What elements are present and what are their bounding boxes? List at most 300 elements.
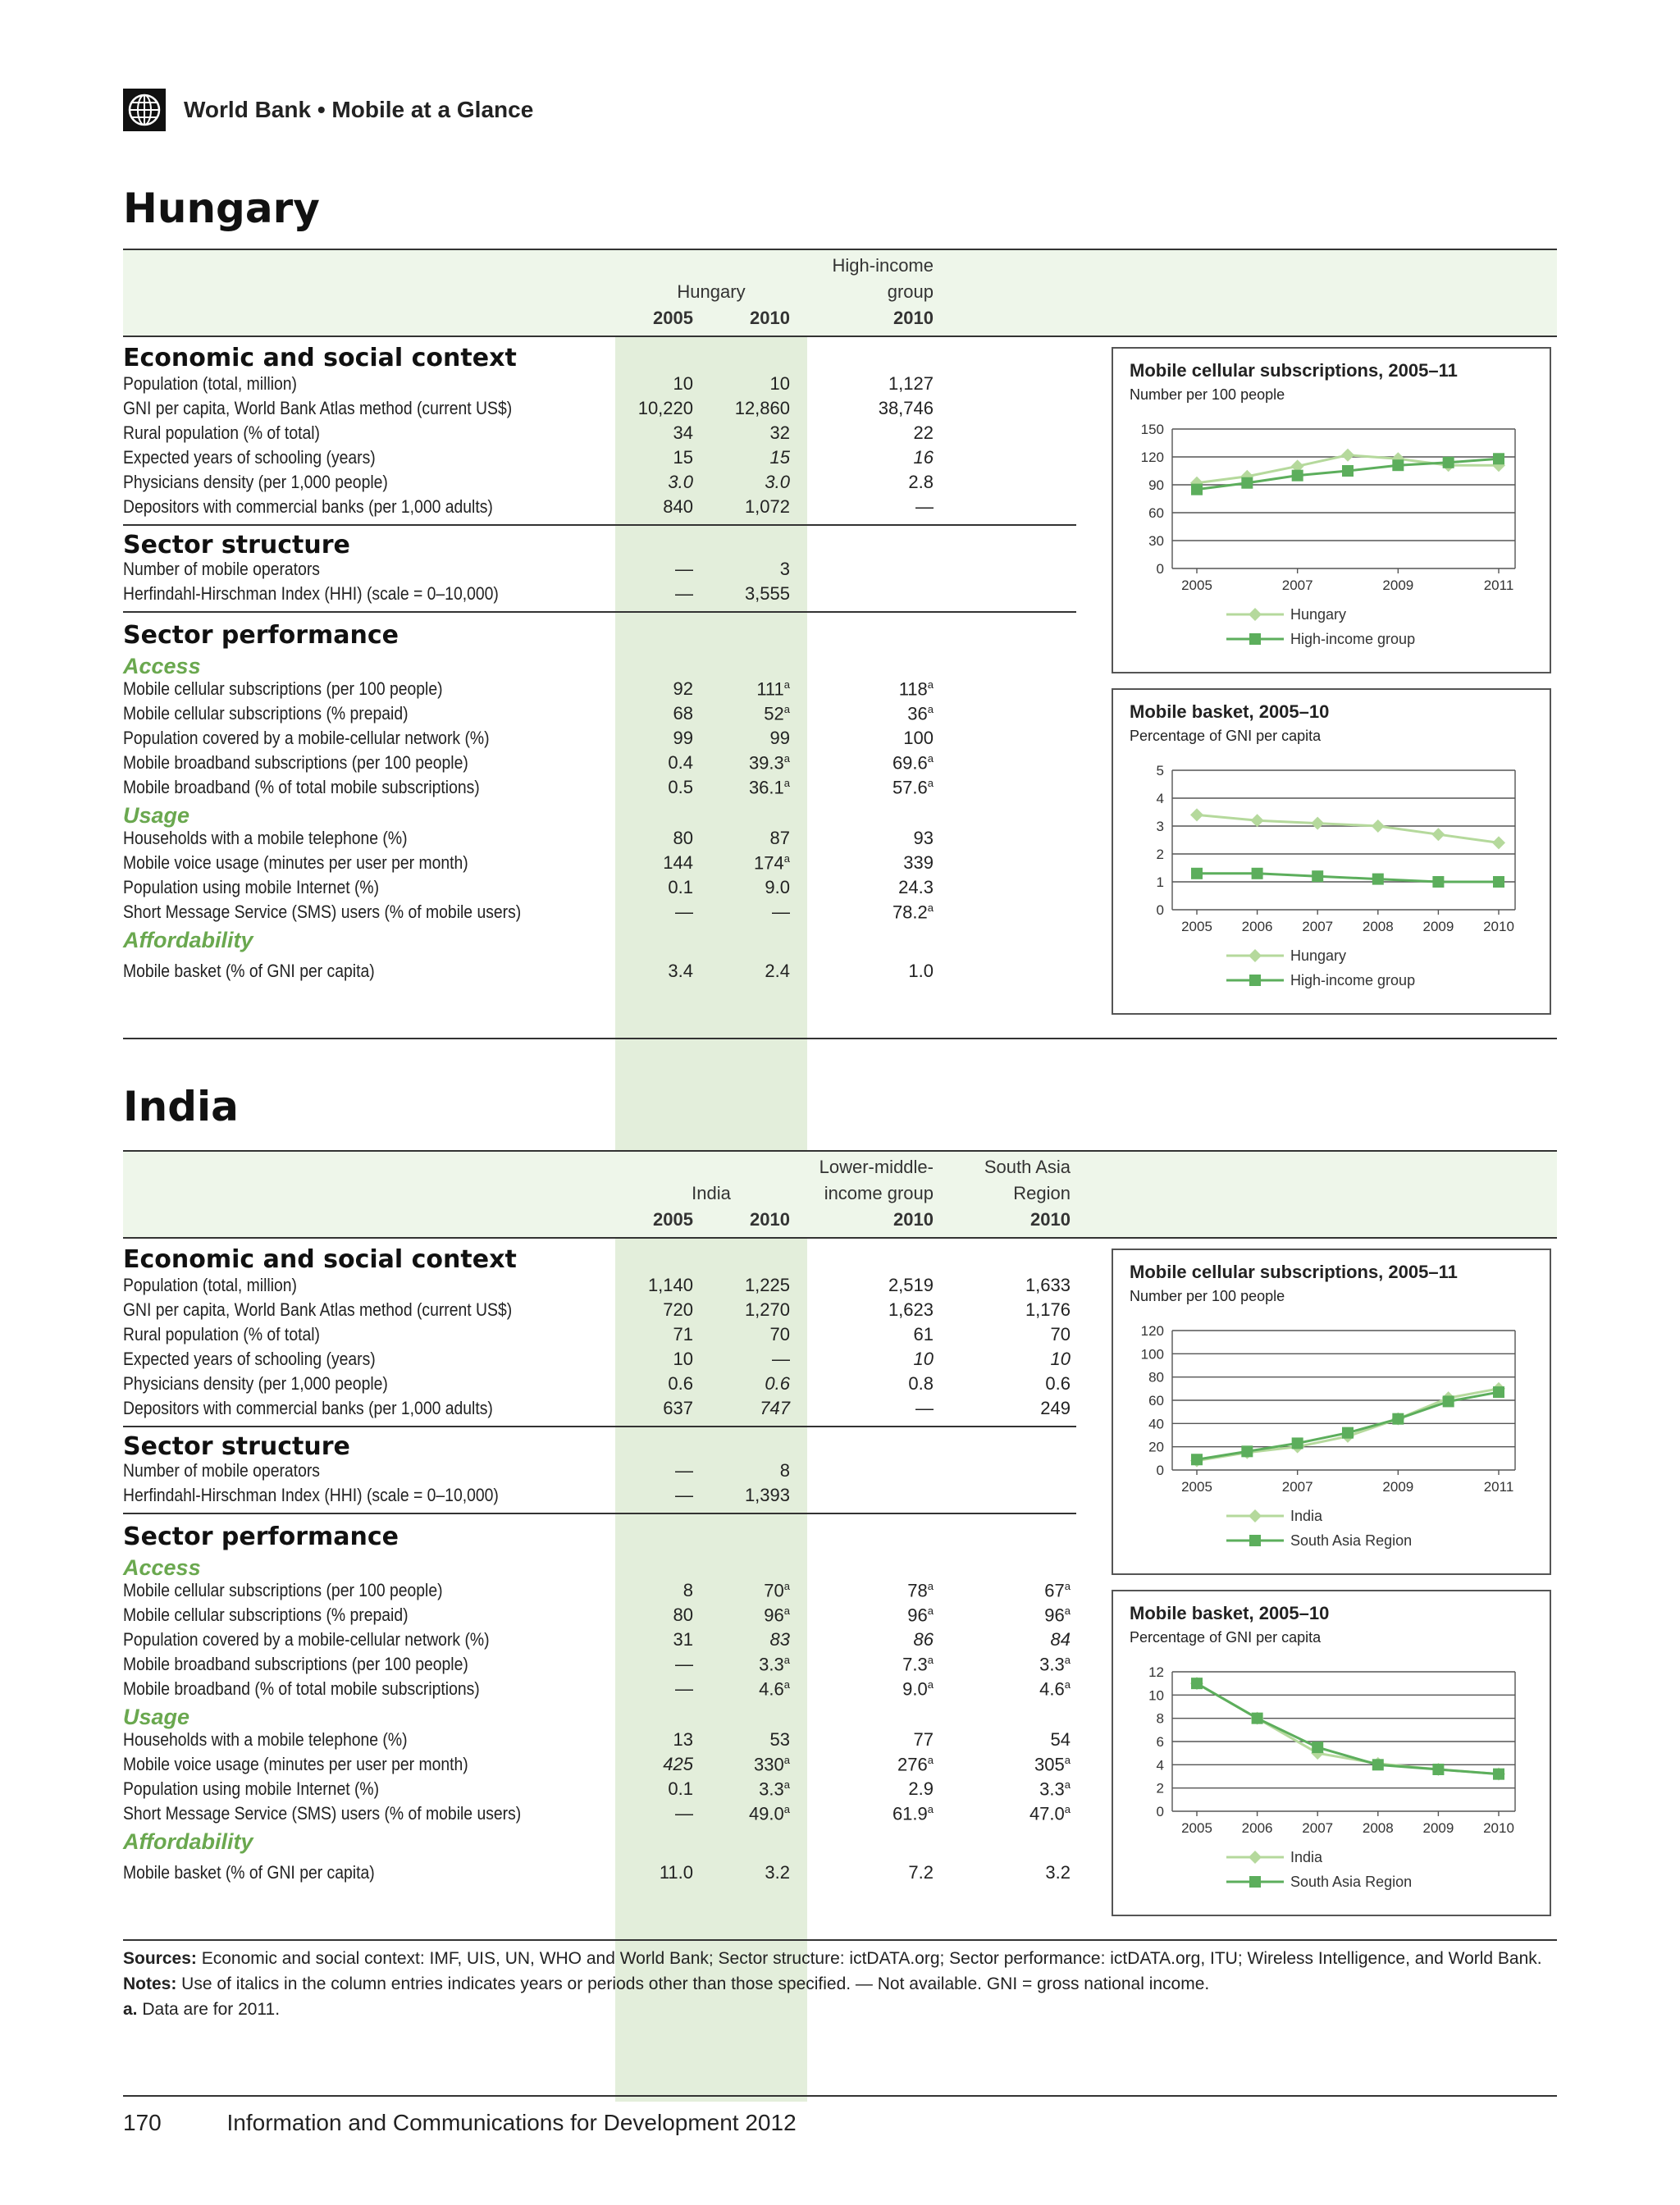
group-performance: Sector performance xyxy=(123,621,399,650)
subscriptions-chart-y-tick-label: 30 xyxy=(1148,533,1164,549)
economic-row-label: Expected years of schooling (years) xyxy=(123,1349,376,1369)
access-row xyxy=(123,1677,1076,1701)
usage-row-value: 3.3$^a$ xyxy=(1039,1778,1071,1800)
footnote-a-marker: a xyxy=(783,702,790,715)
subscriptions-chart-data-point xyxy=(1191,1454,1203,1465)
economic-row xyxy=(123,1322,1076,1347)
usage-row-value: 80 xyxy=(673,828,693,848)
basket-chart-series-line xyxy=(1197,874,1499,882)
structure-row-value: 8 xyxy=(779,1460,790,1481)
basket-chart-plot xyxy=(1113,690,1550,1013)
footnote-a-marker: a xyxy=(1064,1604,1071,1617)
access-row xyxy=(123,1603,1076,1628)
usage-row-value: 330$^a$ xyxy=(754,1753,790,1775)
footnote-a-text: Data are for 2011. xyxy=(137,2000,281,2019)
access-row-value: 31 xyxy=(673,1629,693,1650)
subscriptions-chart-data-point xyxy=(1342,1427,1354,1439)
subscriptions-chart-y-tick-label: 40 xyxy=(1148,1416,1164,1432)
access-row-label: Mobile cellular subscriptions (per 100 people) xyxy=(123,1580,443,1600)
afford-row-value: 3.2 xyxy=(1045,1862,1071,1883)
footnote-a-marker: a xyxy=(1064,1653,1071,1666)
basket-chart-x-tick-label: 2005 xyxy=(1181,1820,1212,1836)
basket-chart-legend-label: India xyxy=(1290,1849,1323,1865)
usage-row-label: Population using mobile Internet (%) xyxy=(123,1778,380,1799)
usage-row-value: 0.1 xyxy=(668,1778,693,1799)
header-group2: South Asia xyxy=(984,1157,1071,1177)
basket-chart-x-tick-label: 2009 xyxy=(1422,1820,1454,1836)
basket-chart-subtitle: Percentage of GNI per capita xyxy=(1130,1629,1322,1646)
afford-row-label: Mobile basket (% of GNI per capita) xyxy=(123,1862,375,1883)
access-row-value: 39.3$^a$ xyxy=(748,751,790,774)
group-structure: Sector structure xyxy=(123,1432,350,1461)
country-section xyxy=(123,1150,1557,1938)
header-group1-year: 2010 xyxy=(893,1209,934,1230)
group-economic: Economic and social context xyxy=(123,344,517,372)
page-footer xyxy=(123,2095,1557,2136)
access-row-value: 0.4 xyxy=(668,752,693,773)
basket-chart-y-tick-label: 5 xyxy=(1156,763,1164,778)
economic-row xyxy=(123,1347,1076,1372)
usage-row-value: 0.1 xyxy=(668,877,693,897)
usage-row-label: Mobile voice usage (minutes per user per month) xyxy=(123,852,468,873)
economic-row-value: 2.8 xyxy=(908,472,934,492)
access-row-value: 78$^a$ xyxy=(907,1579,934,1601)
notes-label: Notes: xyxy=(123,1974,177,1993)
subscriptions-chart-y-tick-label: 80 xyxy=(1148,1369,1164,1386)
access-row-value: 99 xyxy=(673,728,693,748)
usage-row-value: 276$^a$ xyxy=(897,1753,934,1775)
economic-row-value: 34 xyxy=(673,422,693,443)
subscriptions-chart xyxy=(1112,1249,1551,1575)
section-divider xyxy=(123,611,1076,613)
footnote-a-marker: a xyxy=(783,1802,790,1815)
access-row-value: 52$^a$ xyxy=(764,702,790,724)
access-row-value: 68 xyxy=(673,703,693,724)
usage-row xyxy=(123,1777,1076,1801)
usage-row-value: 77 xyxy=(913,1729,934,1750)
basket-chart-series-line xyxy=(1197,1683,1499,1774)
footnote-a-label: a. xyxy=(123,2000,138,2019)
group-economic: Economic and social context xyxy=(123,1245,517,1274)
economic-row-value: 720 xyxy=(663,1299,693,1320)
economic-row-value: 10 xyxy=(769,373,790,394)
usage-row-value: — xyxy=(772,902,790,922)
header-group1-year: 2010 xyxy=(893,308,934,328)
subscriptions-chart-legend-label: India xyxy=(1290,1508,1323,1524)
economic-row-value: 3.0 xyxy=(668,472,693,492)
subscriptions-chart xyxy=(1112,347,1551,673)
economic-row-value: 15 xyxy=(769,447,790,468)
basket-chart-y-tick-label: 8 xyxy=(1156,1710,1164,1727)
subscriptions-chart-data-point xyxy=(1392,459,1404,471)
basket-chart-x-tick-label: 2006 xyxy=(1241,919,1273,934)
basket-chart-x-tick-label: 2009 xyxy=(1422,919,1454,934)
basket-chart-y-tick-label: 4 xyxy=(1156,1757,1164,1774)
economic-row-value: 637 xyxy=(663,1398,693,1418)
usage-row-value: — xyxy=(675,1803,693,1824)
afford-row-value: 3.2 xyxy=(765,1862,790,1883)
economic-row-label: Physicians density (per 1,000 people) xyxy=(123,472,388,492)
usage-row xyxy=(123,900,1076,924)
usage-row-value: 144 xyxy=(663,852,693,873)
subscriptions-chart-y-tick-label: 20 xyxy=(1148,1439,1164,1455)
footnote-a-marker: a xyxy=(927,1579,934,1592)
subscriptions-chart-title: Mobile cellular subscriptions, 2005–11 xyxy=(1130,360,1458,381)
economic-row-value: 1,633 xyxy=(1025,1275,1071,1295)
economic-row xyxy=(123,396,1076,421)
access-row-label: Mobile cellular subscriptions (% prepaid) xyxy=(123,1605,409,1625)
economic-row-value: — xyxy=(915,1398,934,1418)
access-row-label: Population covered by a mobile-cellular network (%) xyxy=(123,1629,490,1650)
access-row-label: Mobile broadband (% of total mobile subscriptions) xyxy=(123,777,480,797)
table-header xyxy=(123,1150,1557,1239)
header-year-2010: 2010 xyxy=(750,1209,790,1230)
usage-row-value: 13 xyxy=(673,1729,693,1750)
subgroup-access: Access xyxy=(123,1555,201,1580)
sources-text: Economic and social context: IMF, UIS, UN, WHO and World Bank; Sector structure: ictDATA.org; Sector performance: ictDATA.org, ITU; Wireless Intelligence, and World Bank. xyxy=(196,1949,1542,1968)
basket-chart-x-tick-label: 2005 xyxy=(1181,919,1212,934)
access-row-value: 96$^a$ xyxy=(764,1604,790,1626)
usage-row-value: 78.2$^a$ xyxy=(892,901,934,923)
footnote-a-marker: a xyxy=(783,751,790,765)
section-divider xyxy=(123,1426,1076,1427)
access-row xyxy=(123,1578,1076,1603)
economic-row-value: 0.6 xyxy=(765,1373,790,1394)
basket-chart-data-point xyxy=(1372,874,1384,885)
economic-row-label: Population (total, million) xyxy=(123,1275,297,1295)
page-number: 170 xyxy=(123,2110,162,2135)
basket-chart-x-tick-label: 2008 xyxy=(1362,1820,1394,1836)
access-row-value: 9.0$^a$ xyxy=(902,1678,934,1700)
basket-chart xyxy=(1112,1590,1551,1916)
usage-row xyxy=(123,1728,1076,1752)
usage-row-label: Households with a mobile telephone (%) xyxy=(123,1729,408,1750)
basket-chart-y-tick-label: 1 xyxy=(1156,874,1164,890)
footnote-a-marker: a xyxy=(783,678,790,691)
notes-text: Use of italics in the column entries indicates years or periods other than those specified. — Not available. GNI = gross national income. xyxy=(176,1974,1210,1993)
header-group1: High-income xyxy=(832,255,934,276)
usage-row-value: 53 xyxy=(769,1729,790,1750)
subscriptions-chart-data-point xyxy=(1493,453,1504,464)
basket-chart-data-point xyxy=(1252,1713,1263,1724)
basket-chart-legend-marker xyxy=(1249,949,1262,962)
subscriptions-chart-x-tick-label: 2007 xyxy=(1281,1479,1313,1495)
footnote-a-marker: a xyxy=(783,1778,790,1791)
table-header xyxy=(123,249,1557,337)
afford-row-value: 1.0 xyxy=(908,961,934,981)
access-row-value: 3.3$^a$ xyxy=(1039,1653,1071,1675)
usage-row-value: 93 xyxy=(913,828,934,848)
basket-chart-subtitle: Percentage of GNI per capita xyxy=(1130,728,1322,744)
access-row xyxy=(123,775,1076,800)
footnote-a-marker: a xyxy=(927,901,934,914)
subscriptions-chart-subtitle: Number per 100 people xyxy=(1130,1288,1285,1304)
economic-row-value: 10 xyxy=(673,373,693,394)
afford-row-value: 7.2 xyxy=(908,1862,934,1883)
access-row-value: 4.6$^a$ xyxy=(1039,1678,1071,1700)
subscriptions-chart-y-tick-label: 150 xyxy=(1140,422,1164,437)
footnote-a-marker: a xyxy=(927,702,934,715)
economic-row-value: — xyxy=(772,1349,790,1369)
usage-row-value: 87 xyxy=(769,828,790,848)
subscriptions-chart-subtitle: Number per 100 people xyxy=(1130,386,1285,403)
section-bottom-rule xyxy=(123,1939,1557,1941)
usage-row xyxy=(123,1801,1076,1826)
page-header xyxy=(123,89,533,131)
economic-row-label: Depositors with commercial banks (per 1,000 adults) xyxy=(123,1398,493,1418)
footnote-a-marker: a xyxy=(783,1653,790,1666)
header-group1: income group xyxy=(824,1183,934,1203)
usage-row-value: — xyxy=(675,902,693,922)
access-row-label: Mobile cellular subscriptions (per 100 people) xyxy=(123,678,443,699)
basket-chart-series-line xyxy=(1197,1683,1499,1774)
usage-row-value: 2.9 xyxy=(908,1778,934,1799)
access-row-value: — xyxy=(675,1678,693,1699)
access-row-label: Mobile broadband subscriptions (per 100 people) xyxy=(123,752,468,773)
footnote-a-marker: a xyxy=(927,1753,934,1766)
access-row xyxy=(123,1652,1076,1677)
book-title: Information and Communications for Development 2012 xyxy=(226,2110,797,2135)
access-row-value: 36.1$^a$ xyxy=(748,776,790,798)
subscriptions-chart-legend-label: South Asia Region xyxy=(1290,1532,1413,1549)
subgroup-usage: Usage xyxy=(123,803,190,828)
basket-chart-data-point xyxy=(1372,1759,1384,1770)
economic-row xyxy=(123,421,1076,445)
basket-chart-legend-label: South Asia Region xyxy=(1290,1874,1413,1890)
economic-row-label: Rural population (% of total) xyxy=(123,1324,320,1344)
economic-row-value: 10 xyxy=(673,1349,693,1369)
access-row-value: 69.6$^a$ xyxy=(892,751,934,774)
header-group1: Lower-middle- xyxy=(819,1157,934,1177)
economic-row-label: Population (total, million) xyxy=(123,373,297,394)
footnote-a-marker: a xyxy=(1064,1579,1071,1592)
subscriptions-chart-legend-marker xyxy=(1249,1535,1261,1546)
subscriptions-chart-data-point xyxy=(1191,484,1203,495)
subscriptions-chart-y-tick-label: 0 xyxy=(1156,561,1164,577)
afford-row xyxy=(123,959,1076,984)
header-country: India xyxy=(692,1183,731,1203)
basket-chart-x-tick-label: 2010 xyxy=(1483,919,1514,934)
access-row-value: 84 xyxy=(1050,1629,1071,1650)
country-section xyxy=(123,249,1557,1036)
subscriptions-chart-x-tick-label: 2011 xyxy=(1483,578,1514,593)
basket-chart-x-tick-label: 2006 xyxy=(1241,1820,1273,1836)
basket-chart-data-point xyxy=(1252,868,1263,879)
access-row-value: 0.5 xyxy=(668,777,693,797)
access-row-value: 99 xyxy=(769,728,790,748)
basket-chart-data-point xyxy=(1311,817,1324,830)
subscriptions-chart-y-tick-label: 60 xyxy=(1148,1393,1164,1408)
section-bottom-rule xyxy=(123,1038,1557,1039)
economic-row-value: 1,225 xyxy=(744,1275,790,1295)
usage-row-label: Short Message Service (SMS) users (% of mobile users) xyxy=(123,902,522,922)
structure-row-label: Number of mobile operators xyxy=(123,1460,320,1481)
footnote-a-marker: a xyxy=(783,1678,790,1691)
subscriptions-chart-title: Mobile cellular subscriptions, 2005–11 xyxy=(1130,1262,1458,1282)
usage-row-label: Mobile voice usage (minutes per user per month) xyxy=(123,1754,468,1774)
subscriptions-chart-data-point xyxy=(1341,449,1354,462)
basket-chart-data-point xyxy=(1492,836,1505,849)
economic-row-value: 0.8 xyxy=(908,1373,934,1394)
basket-chart-x-tick-label: 2008 xyxy=(1362,919,1394,934)
basket-chart-legend-label: High-income group xyxy=(1290,972,1416,988)
usage-row-label: Population using mobile Internet (%) xyxy=(123,877,380,897)
subscriptions-chart-x-tick-label: 2005 xyxy=(1181,1479,1212,1495)
structure-row xyxy=(123,1459,1076,1483)
basket-chart-data-point xyxy=(1372,819,1385,833)
footnote-a-marker: a xyxy=(927,1653,934,1666)
basket-chart-legend-label: Hungary xyxy=(1290,947,1347,964)
economic-row-value: 0.6 xyxy=(668,1373,693,1394)
structure-row-value: — xyxy=(675,583,693,604)
economic-row-value: 22 xyxy=(913,422,934,443)
economic-row-value: 16 xyxy=(913,447,934,468)
usage-row-value: 425 xyxy=(663,1754,693,1774)
structure-row-value: 3,555 xyxy=(744,583,790,604)
economic-row-label: Physicians density (per 1,000 people) xyxy=(123,1373,388,1394)
structure-row-value: 3 xyxy=(779,559,790,579)
header-group2: Region xyxy=(1013,1183,1071,1203)
country-title: India xyxy=(123,1083,239,1130)
subscriptions-chart-legend-marker xyxy=(1249,1509,1262,1522)
economic-row-value: 1,127 xyxy=(888,373,934,394)
access-row-value: 96$^a$ xyxy=(907,1604,934,1626)
access-row-value: 4.6$^a$ xyxy=(759,1678,790,1700)
basket-chart-y-tick-label: 2 xyxy=(1156,847,1164,862)
economic-row-label: Depositors with commercial banks (per 1,000 adults) xyxy=(123,496,493,517)
basket-chart-y-tick-label: 3 xyxy=(1156,819,1164,834)
access-row-value: 80 xyxy=(673,1605,693,1625)
footnote-a-marker: a xyxy=(927,1802,934,1815)
sources-label: Sources: xyxy=(123,1949,197,1968)
basket-chart-data-point xyxy=(1191,1678,1203,1689)
usage-row xyxy=(123,1752,1076,1777)
economic-row-value: 0.6 xyxy=(1045,1373,1071,1394)
basket-chart-y-tick-label: 12 xyxy=(1148,1664,1164,1680)
structure-row-value: 1,393 xyxy=(744,1485,790,1505)
basket-chart-x-tick-label: 2007 xyxy=(1302,1820,1334,1836)
subgroup-affordability: Affordability xyxy=(123,928,253,952)
footnote-a-marker: a xyxy=(1064,1802,1071,1815)
afford-row-label: Mobile basket (% of GNI per capita) xyxy=(123,961,375,981)
access-row xyxy=(123,726,1076,751)
subscriptions-chart-x-tick-label: 2007 xyxy=(1281,578,1313,593)
usage-row xyxy=(123,875,1076,900)
header-group1: group xyxy=(887,281,934,302)
structure-row xyxy=(123,582,1076,606)
usage-row-label: Short Message Service (SMS) users (% of mobile users) xyxy=(123,1803,522,1824)
basket-chart-y-tick-label: 0 xyxy=(1156,1804,1164,1819)
access-row-value: 86 xyxy=(913,1629,934,1650)
footnote-a-marker: a xyxy=(927,1678,934,1691)
access-row-value: 7.3$^a$ xyxy=(902,1653,934,1675)
basket-chart-data-point xyxy=(1493,876,1504,888)
footnote-a-marker: a xyxy=(1064,1678,1071,1691)
basket-chart-data-point xyxy=(1312,1742,1323,1753)
afford-row-value: 2.4 xyxy=(765,961,790,981)
afford-row-value: 3.4 xyxy=(668,961,693,981)
basket-chart-data-point xyxy=(1432,876,1444,888)
basket-chart-y-tick-label: 2 xyxy=(1156,1780,1164,1796)
structure-row-value: — xyxy=(675,1460,693,1481)
structure-row-label: Herfindahl-Hirschman Index (HHI) (scale = 0–10,000) xyxy=(123,1485,499,1505)
access-row-label: Population covered by a mobile-cellular network (%) xyxy=(123,728,490,748)
footnote-a-marker: a xyxy=(783,851,790,865)
group-performance: Sector performance xyxy=(123,1522,399,1551)
basket-chart-data-point xyxy=(1493,1769,1504,1780)
basket-chart xyxy=(1112,688,1551,1015)
subgroup-usage: Usage xyxy=(123,1705,190,1729)
subgroup-affordability: Affordability xyxy=(123,1829,253,1854)
footnote-a-marker: a xyxy=(783,1604,790,1617)
economic-row-value: 1,270 xyxy=(744,1299,790,1320)
basket-chart-title: Mobile basket, 2005–10 xyxy=(1130,701,1330,722)
economic-row-value: 32 xyxy=(769,422,790,443)
subscriptions-chart-legend-marker xyxy=(1249,633,1261,645)
economic-row-value: 38,746 xyxy=(878,398,934,418)
subscriptions-chart-y-tick-label: 120 xyxy=(1140,450,1164,465)
basket-chart-legend-marker xyxy=(1249,1876,1261,1888)
subscriptions-chart-x-tick-label: 2005 xyxy=(1181,578,1212,593)
basket-chart-data-point xyxy=(1251,814,1264,827)
economic-row xyxy=(123,445,1076,470)
basket-chart-data-point xyxy=(1431,828,1445,841)
usage-row-value: 24.3 xyxy=(898,877,934,897)
structure-row-label: Number of mobile operators xyxy=(123,559,320,579)
economic-row-value: 3.0 xyxy=(765,472,790,492)
basket-chart-y-tick-label: 10 xyxy=(1148,1687,1164,1704)
basket-chart-title: Mobile basket, 2005–10 xyxy=(1130,1603,1330,1623)
basket-chart-plot xyxy=(1113,1591,1550,1915)
usage-row-value: 47.0$^a$ xyxy=(1029,1802,1071,1824)
footnote-a-marker: a xyxy=(783,776,790,789)
economic-row-value: 71 xyxy=(673,1324,693,1344)
usage-row-value: 54 xyxy=(1050,1729,1071,1750)
access-row-label: Mobile broadband subscriptions (per 100 people) xyxy=(123,1654,468,1674)
subgroup-access: Access xyxy=(123,654,201,678)
header-year-2005: 2005 xyxy=(653,308,693,328)
economic-row-value: 1,140 xyxy=(647,1275,693,1295)
economic-row-value: — xyxy=(915,496,934,517)
usage-row-value: 174$^a$ xyxy=(754,851,790,874)
basket-chart-legend-marker xyxy=(1249,1851,1262,1864)
economic-row xyxy=(123,1298,1076,1322)
economic-row-value: 840 xyxy=(663,496,693,517)
basket-chart-data-point xyxy=(1312,870,1323,882)
economic-row-value: 10,220 xyxy=(637,398,693,418)
usage-row-value: 339 xyxy=(903,852,934,873)
usage-row xyxy=(123,826,1076,851)
access-row-value: 111$^a$ xyxy=(756,678,790,700)
subscriptions-chart-data-point xyxy=(1443,457,1454,468)
afford-row xyxy=(123,1860,1076,1885)
economic-row-value: 12,860 xyxy=(734,398,790,418)
basket-chart-y-tick-label: 0 xyxy=(1156,902,1164,918)
subscriptions-chart-x-tick-label: 2009 xyxy=(1382,578,1414,593)
structure-row-value: — xyxy=(675,559,693,579)
country-title: Hungary xyxy=(123,185,320,232)
basket-chart-data-point xyxy=(1191,868,1203,879)
access-row-value: 8 xyxy=(682,1580,693,1600)
usage-row-value: 9.0 xyxy=(765,877,790,897)
footnote-a-marker: a xyxy=(927,1604,934,1617)
access-row xyxy=(123,1628,1076,1652)
access-row-value: 57.6$^a$ xyxy=(892,776,934,798)
access-row-value: 100 xyxy=(903,728,934,748)
section-divider xyxy=(123,1513,1076,1514)
usage-row-value: 305$^a$ xyxy=(1034,1753,1071,1775)
subscriptions-chart-y-tick-label: 120 xyxy=(1140,1323,1164,1339)
